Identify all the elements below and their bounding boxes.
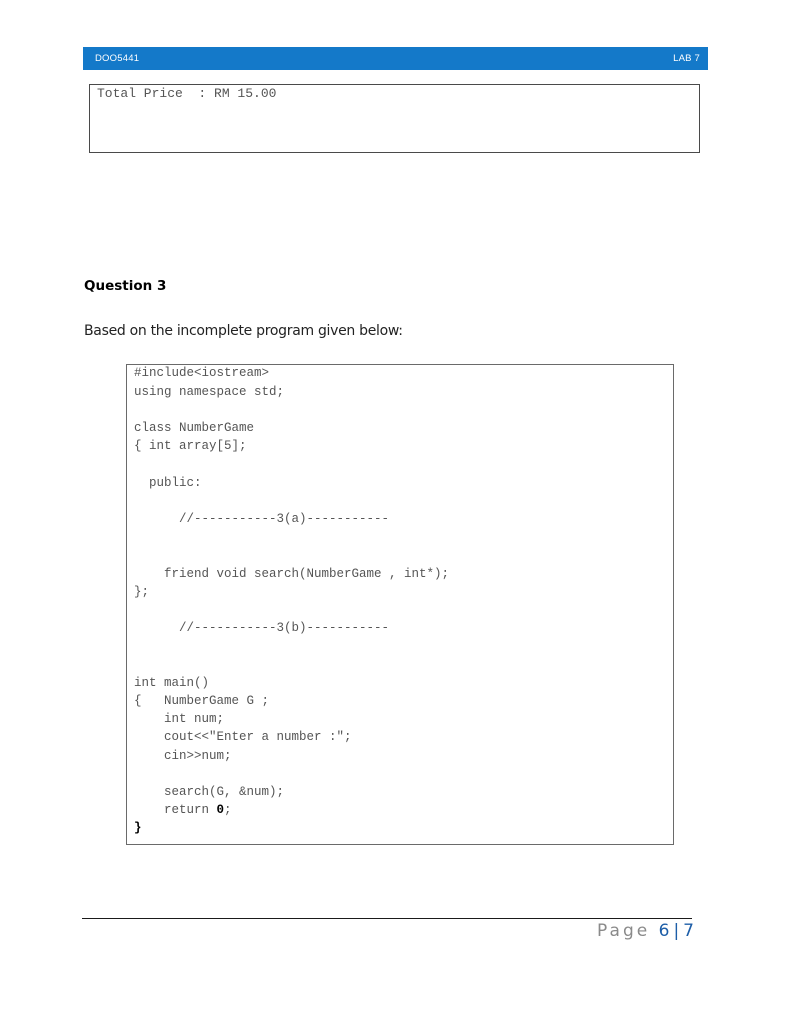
document-header-bar <box>83 47 708 70</box>
code-line: cin>>num; <box>134 749 232 763</box>
lab-label: LAB 7 <box>673 53 700 64</box>
code-line: using namespace std; <box>134 385 285 399</box>
code-line: { NumberGame G ; <box>134 694 270 708</box>
footer-rule <box>82 918 692 919</box>
code-line: } <box>134 821 142 835</box>
page-word: Page <box>597 921 651 941</box>
program-output-box <box>89 84 700 153</box>
code-line: int num; <box>134 712 225 726</box>
course-code: DOO5441 <box>95 53 140 64</box>
code-line: int main() <box>134 676 210 690</box>
output-line: Total Price : RM 15.00 <box>97 86 277 101</box>
code-line: { int array[5]; <box>134 439 247 453</box>
code-line: //-----------3(b)----------- <box>134 621 390 635</box>
page-total: 7 <box>683 921 694 941</box>
page-number <box>597 921 694 941</box>
code-listing <box>126 364 674 845</box>
question-title: Question 3 <box>84 278 167 294</box>
code-line: class NumberGame <box>134 421 255 435</box>
code-line: public: <box>134 476 202 490</box>
code-line: friend void search(NumberGame , int*); <box>134 567 450 581</box>
code-line: return 0; <box>134 803 232 817</box>
code-line: //-----------3(a)----------- <box>134 512 390 526</box>
question-intro: Based on the incomplete program given below: <box>84 323 403 339</box>
code-line: #include<iostream> <box>134 366 270 380</box>
code-line: cout<<"Enter a number :"; <box>134 730 352 744</box>
page-current: 6 <box>658 921 670 941</box>
code-line: search(G, &num); <box>134 785 285 799</box>
code-line: }; <box>134 585 150 599</box>
page-separator: | <box>673 921 680 941</box>
